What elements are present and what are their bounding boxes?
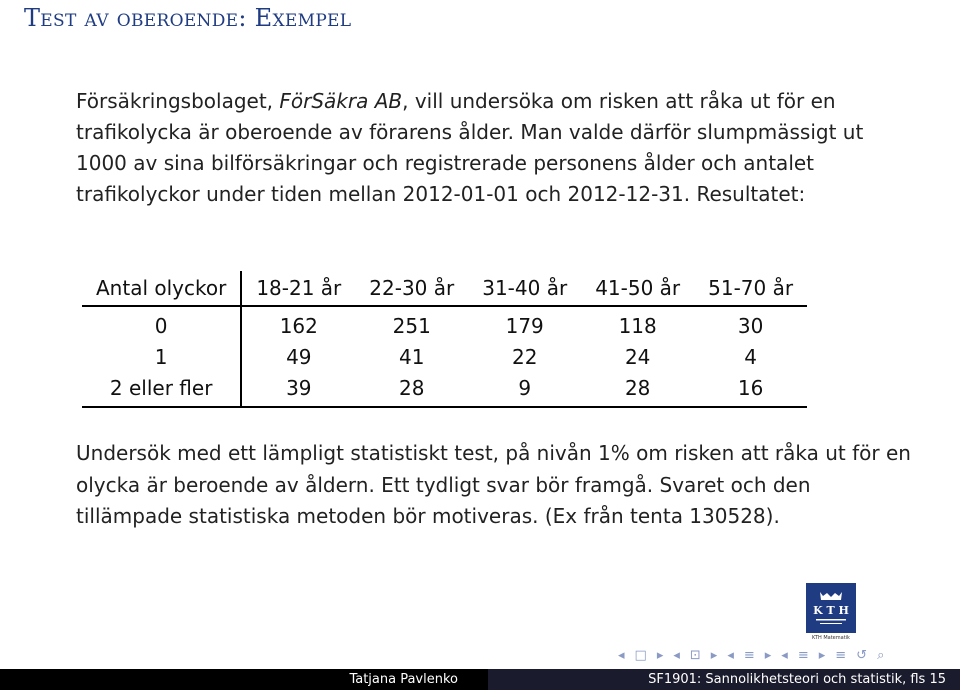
table-cell: 39 bbox=[241, 372, 355, 407]
nav-section-icon[interactable]: ≡ bbox=[743, 647, 755, 663]
table-header: 18-21 år bbox=[241, 271, 355, 306]
nav-next-frame-icon[interactable]: ▸ bbox=[656, 647, 664, 663]
footer-author: Tatjana Pavlenko bbox=[0, 669, 488, 690]
nav-prev-section-icon[interactable]: ◂ bbox=[727, 647, 734, 663]
nav-prev-subsection-icon[interactable]: ◂ bbox=[673, 647, 680, 663]
table-row bbox=[82, 341, 807, 372]
table-header: 41-50 år bbox=[581, 271, 694, 306]
table-cell: 2 eller fler bbox=[82, 372, 241, 407]
beamer-navigation bbox=[618, 645, 884, 665]
nav-next-doc-icon[interactable]: ▸ bbox=[818, 647, 826, 663]
logo-caption: KTH Matematik bbox=[812, 635, 850, 641]
table-cell: 0 bbox=[82, 306, 241, 341]
question-paragraph: Undersök med ett lämpligt statistiskt test, på nivån 1% om risken att råka ut för en olycka är beroende av åldern. Ett tydligt svar bör framgå. Svaret och den tillämpade statistiska metoden bör motiveras. (Ex från tenta 130528). bbox=[76, 441, 911, 528]
table-header-row bbox=[82, 271, 807, 306]
nav-prev-frame-icon[interactable]: ◂ bbox=[618, 647, 625, 663]
table-cell: 179 bbox=[505, 313, 544, 338]
kth-logo bbox=[806, 583, 856, 633]
table-row bbox=[82, 306, 807, 341]
table-cell: 9 bbox=[468, 372, 581, 407]
table-cell: 251 bbox=[392, 313, 431, 338]
table-cell: 118 bbox=[618, 313, 657, 338]
table-cell: 49 bbox=[286, 344, 312, 369]
accident-age-table bbox=[82, 271, 807, 408]
footer bbox=[0, 669, 960, 690]
table-header: 22-30 år bbox=[355, 271, 468, 306]
nav-next-section-icon[interactable]: ▸ bbox=[764, 647, 772, 663]
nav-doc-icon[interactable]: ≡ bbox=[797, 647, 809, 663]
footer-course: SF1901: Sannolikhetsteori och statistik, fls 15 bbox=[488, 669, 960, 690]
nav-prev-doc-icon[interactable]: ◂ bbox=[781, 647, 788, 663]
table-cell: 30 bbox=[737, 313, 764, 338]
table-cell: 24 bbox=[624, 344, 651, 369]
nav-next-subsection-icon[interactable]: ▸ bbox=[710, 647, 718, 663]
svg-text:K T H: K T H bbox=[813, 604, 849, 617]
table-row bbox=[82, 372, 807, 407]
table-cell: 4 bbox=[744, 344, 757, 369]
company-name: FörSäkra AB bbox=[279, 89, 403, 113]
intro-text-before: Försäkringsbolaget, bbox=[76, 89, 280, 113]
nav-search-icon[interactable]: ⌕ bbox=[877, 647, 885, 663]
nav-frame-icon[interactable]: □ bbox=[634, 647, 647, 663]
table-cell: 41 bbox=[399, 344, 425, 369]
table-header: 51-70 år bbox=[694, 271, 807, 306]
nav-toc-icon[interactable]: ≡ bbox=[835, 647, 847, 663]
table-cell: 162 bbox=[279, 313, 318, 338]
intro-paragraph bbox=[76, 86, 906, 210]
table-cell: 28 bbox=[581, 372, 694, 407]
frame-title: Test av oberoende: Exempel bbox=[24, 4, 352, 32]
table-header: 31-40 år bbox=[468, 271, 581, 306]
intro-text-after: , vill undersöka om risken att råka ut för en trafikolycka är oberoende av förarens ålder. Man valde därför slumpmässigt ut 1000 av sina bilförsäkringar och registrerade personens ålder och antalet trafikolyckor under tiden mellan 2012-01-01 och 2012-12-31. Resultatet: bbox=[76, 89, 864, 206]
nav-back-icon[interactable]: ↺ bbox=[856, 647, 868, 663]
table-cell: 1 bbox=[82, 341, 241, 372]
table-header: Antal olyckor bbox=[82, 271, 241, 306]
nav-subsection-icon[interactable]: ⊡ bbox=[689, 647, 701, 663]
table-cell: 16 bbox=[694, 372, 807, 407]
table-cell: 22 bbox=[511, 344, 538, 369]
table-cell: 28 bbox=[355, 372, 468, 407]
